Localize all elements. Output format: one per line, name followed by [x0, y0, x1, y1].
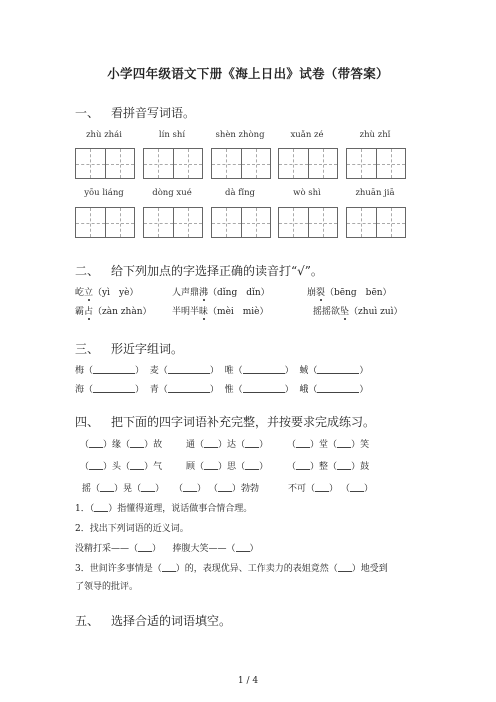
writing-grid[interactable]: [346, 207, 406, 238]
pinyin: zhù zhǐ: [359, 130, 391, 140]
idiom-row: 通（ ）达（ ）: [186, 440, 269, 450]
question-1: 1．（ ）指懂得道理，说话做事合情合理。: [75, 504, 253, 514]
pinyin: yōu liáng: [84, 188, 124, 198]
section-3-heading: 三、 形近字组词。: [75, 342, 184, 356]
writing-grid[interactable]: [278, 207, 338, 238]
idiom-row: （ ）缘（ ）故: [80, 440, 163, 450]
pronunciation-item: 崩裂（bēng bēn）: [307, 285, 392, 298]
writing-grid[interactable]: [346, 148, 406, 179]
idiom-row: （ ）头（ ）气: [80, 462, 163, 472]
pinyin: wò shì: [293, 188, 321, 198]
section-2-heading: 二、 给下列加点的字选择正确的读音打“√”。: [75, 264, 323, 278]
idiom-row: 摇（ ）晃（ ）: [82, 484, 165, 494]
pronunciation-item: 屹立（yì yè）: [75, 285, 138, 298]
pinyin: zhù zhái: [86, 130, 122, 140]
writing-grid[interactable]: [75, 207, 135, 238]
writing-grid[interactable]: [278, 148, 338, 179]
pronunciation-item: 半明半昧（mèi miè）: [172, 304, 269, 317]
idiom-row: （ ） （ ）勃勃: [174, 484, 259, 494]
pronunciation-item: 人声鼎沸（dǐng dǐn）: [172, 285, 270, 298]
writing-grid[interactable]: [211, 148, 271, 179]
pronunciation-item: 霸占（zàn zhàn）: [75, 304, 152, 317]
question-3-cont: 了领导的批评。: [75, 582, 139, 592]
pinyin: lín shí: [158, 130, 186, 140]
section-5-heading: 五、 选择合适的词语填空。: [75, 614, 232, 628]
section-1-heading: 一、 看拼音写词语。: [75, 106, 196, 120]
answer-blank[interactable]: [243, 363, 285, 374]
answer-blank[interactable]: [93, 363, 135, 374]
pinyin: dà fǐng: [225, 188, 255, 198]
answer-blank[interactable]: [317, 363, 359, 374]
answer-blank[interactable]: [168, 382, 210, 393]
question-2-items: 没精打采——（ ） 捧腹大笑——（ ）: [75, 544, 259, 554]
answer-blank[interactable]: [93, 382, 135, 393]
writing-grid[interactable]: [75, 148, 135, 179]
pinyin: dòng xué: [152, 188, 192, 198]
writing-grid[interactable]: [211, 207, 271, 238]
writing-grid[interactable]: [143, 207, 203, 238]
answer-blank[interactable]: [94, 502, 108, 512]
page-title: 小学四年级语文下册《海上日出》试卷（带答案）: [107, 66, 389, 81]
idiom-row: 不可（ ） （ ）: [288, 484, 373, 494]
pronunciation-item: 摇摇欲坠（zhuì zuì）: [313, 304, 403, 317]
pinyin: xuǎn zé: [290, 130, 324, 140]
page-number: 1 / 4: [237, 676, 259, 686]
idiom-row: （ ）堂（ ）笑: [287, 440, 370, 450]
char-group-row: 梅（ ） 麦（ ） 唯（ ） 蜮（ ）: [75, 363, 368, 376]
answer-blank[interactable]: [243, 382, 285, 393]
section-4-heading: 四、 把下面的四字词语补充完整，并按要求完成练习。: [75, 415, 376, 429]
answer-blank[interactable]: [138, 542, 152, 552]
answer-blank[interactable]: [317, 382, 359, 393]
answer-blank[interactable]: [162, 562, 176, 572]
char-group-row: 海（ ） 青（ ） 惟（ ） 峨（ ）: [75, 382, 368, 395]
answer-blank[interactable]: [338, 562, 352, 572]
pinyin: shèn zhòng: [215, 130, 265, 140]
question-3: 3．世间许多事情是（ ）的，表现优异、工作卖力的表姐竟然（ ）地受到: [75, 564, 388, 574]
pinyin: zhuān jiā: [355, 188, 395, 198]
idiom-row: 顾（ ）思（ ）: [186, 462, 269, 472]
idiom-row: （ ）整（ ）鼓: [287, 462, 370, 472]
writing-grid[interactable]: [143, 148, 203, 179]
question-2: 2．找出下列词语的近义词。: [75, 524, 189, 534]
answer-blank[interactable]: [168, 363, 210, 374]
answer-blank[interactable]: [236, 542, 250, 552]
